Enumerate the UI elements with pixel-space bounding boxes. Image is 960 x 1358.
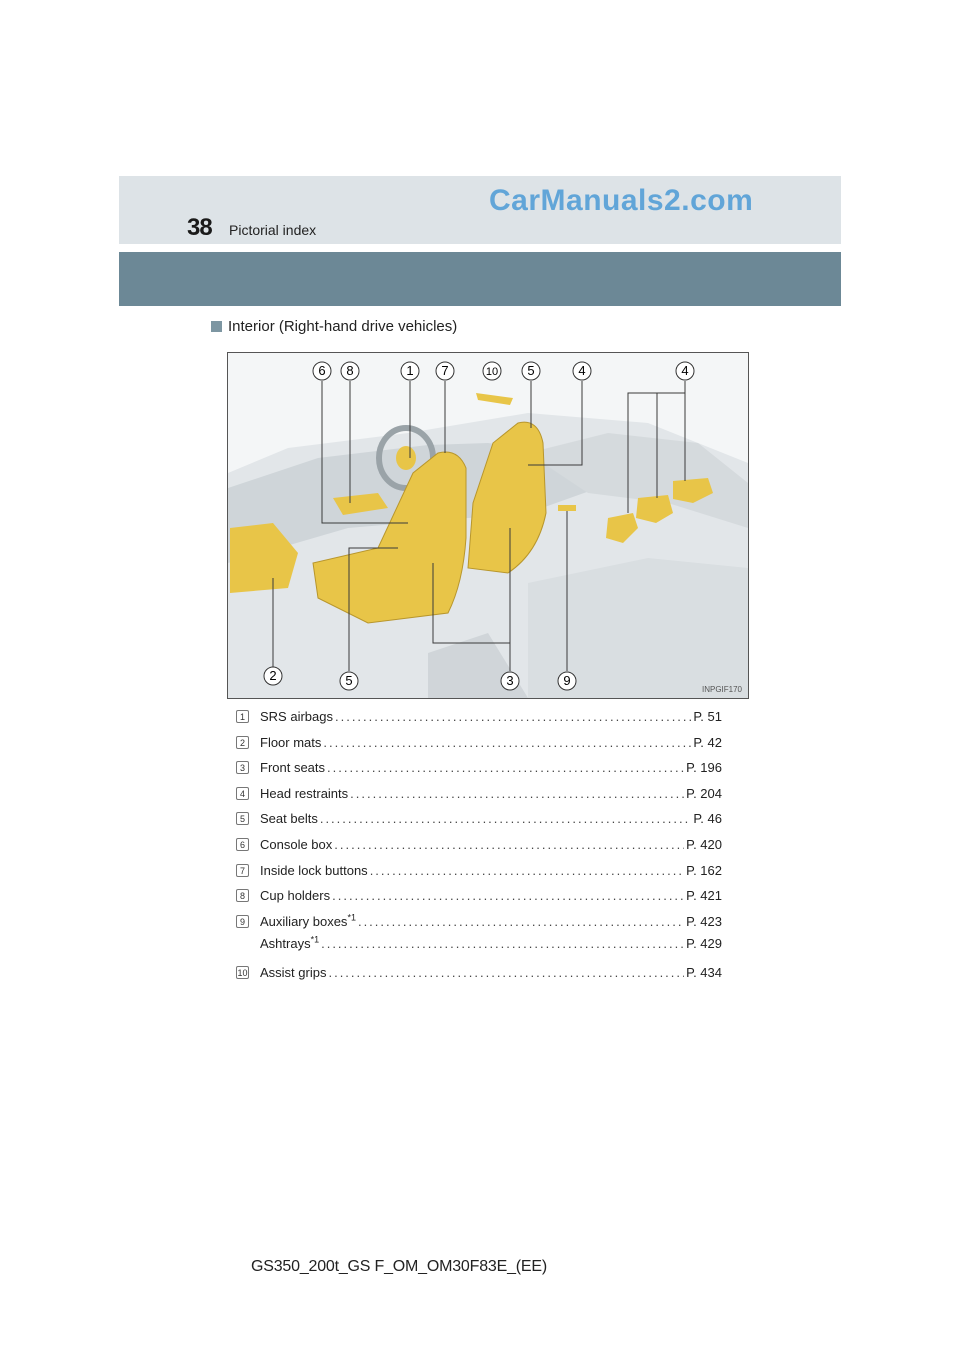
page-ref-link[interactable]: P. 420 (686, 836, 722, 852)
page-ref-link[interactable]: P. 434 (686, 964, 722, 980)
item-number: 5 (236, 812, 249, 825)
footer-code: GS350_200t_GS F_OM_OM30F83E_(EE) (251, 1258, 547, 1275)
list-item[interactable] (236, 732, 722, 758)
list-item[interactable] (236, 860, 722, 886)
item-label: Inside lock buttons (260, 862, 368, 878)
square-bullet-icon (211, 321, 222, 332)
callout-10: 10 (485, 366, 499, 378)
list-item[interactable] (236, 706, 722, 732)
item-label: Seat belts (260, 811, 318, 827)
interior-illustration (227, 352, 749, 699)
list-item[interactable] (236, 962, 722, 988)
callout-4a: 4 (578, 363, 586, 378)
list-item[interactable] (236, 885, 722, 911)
item-number: 1 (236, 710, 249, 723)
section-band (119, 252, 841, 306)
footnote-mark: *1 (347, 912, 356, 923)
page-ref-link[interactable]: P. 421 (686, 888, 722, 904)
item-number: 10 (237, 967, 248, 978)
page-ref-link[interactable]: P. 51 (693, 709, 722, 724)
page-ref-link[interactable]: P. 196 (686, 760, 722, 776)
section-title: Interior (Right-hand drive vehicles) (228, 318, 458, 335)
callouts-top (313, 362, 694, 380)
page-ref-link[interactable]: P. 162 (686, 862, 722, 878)
callout-8: 8 (346, 363, 354, 378)
section-heading (211, 318, 457, 335)
srs-airbag-highlight (396, 446, 416, 470)
list-item[interactable] (236, 757, 722, 783)
callout-7: 7 (441, 363, 449, 378)
item-label: Floor mats (260, 734, 322, 750)
page-ref-link[interactable]: P. 429 (686, 935, 722, 951)
callout-4b: 4 (681, 363, 689, 378)
header-title: Pictorial index (229, 222, 317, 238)
car-interior-drawing (228, 353, 748, 698)
callout-5b: 5 (345, 673, 353, 688)
item-number: 4 (236, 787, 249, 800)
item-label: Head restraints (260, 785, 349, 801)
page-ref-link[interactable]: P. 46 (693, 811, 722, 827)
item-label: Auxiliary boxes (260, 913, 348, 929)
callout-1: 1 (406, 363, 414, 378)
item-number: 9 (236, 915, 249, 928)
page-ref-link[interactable]: P. 204 (686, 785, 722, 801)
footnote-mark: *1 (310, 934, 320, 945)
item-number: 3 (236, 761, 249, 774)
callout-9: 9 (563, 673, 571, 688)
item-label: Ashtrays (260, 935, 311, 951)
item-number: 7 (236, 864, 249, 877)
page-number: 38 (187, 214, 212, 241)
list-item[interactable] (236, 911, 722, 962)
assist-grip-highlight (476, 393, 513, 405)
callout-2: 2 (269, 668, 277, 683)
list-item[interactable] (236, 783, 722, 809)
list-item[interactable] (236, 808, 722, 834)
item-number: 8 (236, 889, 249, 902)
item-label: Front seats (260, 760, 326, 776)
page-ref-link[interactable]: P. 42 (693, 734, 722, 750)
index-list (236, 706, 722, 987)
page-ref-link[interactable]: P. 423 (686, 913, 722, 929)
callout-3: 3 (506, 673, 514, 688)
callout-6: 6 (318, 363, 326, 378)
item-label: Console box (260, 836, 333, 852)
item-number: 2 (236, 736, 249, 749)
watermark: CarManuals2.com (489, 184, 754, 217)
item-label: Cup holders (260, 888, 331, 904)
item-label: SRS airbags (260, 709, 333, 724)
figure-code: INPGIF170 (701, 685, 742, 694)
item-number: 6 (236, 838, 249, 851)
item-label: Assist grips (260, 964, 327, 980)
auxiliary-box-highlight (558, 505, 576, 511)
list-item[interactable] (236, 834, 722, 860)
callout-5: 5 (527, 363, 535, 378)
